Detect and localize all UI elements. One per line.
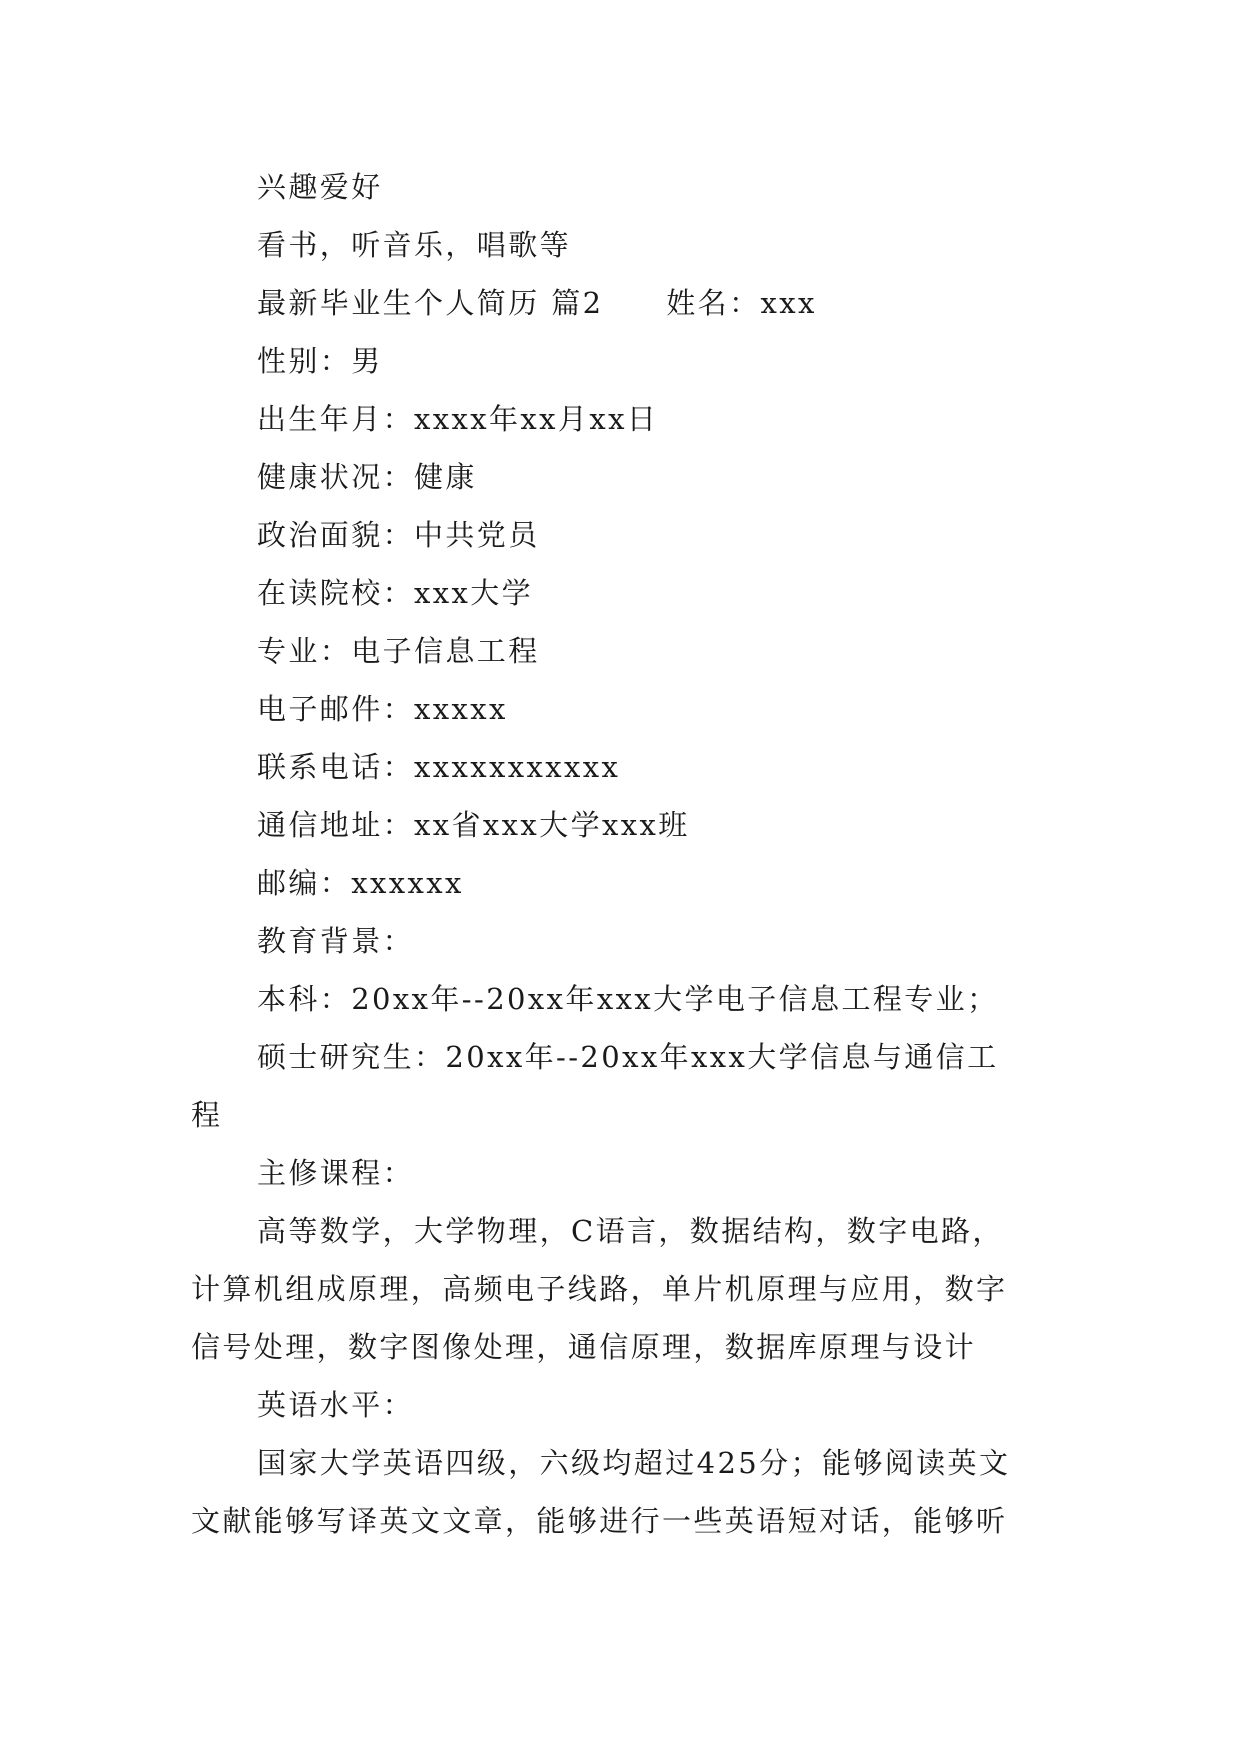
- hobbies-text: 看书，听音乐，唱歌等: [257, 228, 572, 262]
- english-line-1: 国家大学英语四级，六级均超过425分；能够阅读英文: [257, 1446, 1011, 1480]
- english-line-2: 文献能够写译英文文章，能够进行一些英语短对话，能够听: [191, 1504, 1008, 1538]
- heading-education: 教育背景：: [257, 924, 415, 958]
- political-status-line: 政治面貌：中共党员: [257, 518, 540, 552]
- heading-english-level: 英语水平：: [257, 1388, 415, 1422]
- health-line: 健康状况：健康: [257, 460, 477, 494]
- birth-date-line: 出生年月：xxxx年xx月xx日: [257, 402, 659, 436]
- heading-courses: 主修课程：: [257, 1156, 415, 1190]
- address-line: 通信地址：xx省xxx大学xxx班: [257, 808, 690, 842]
- heading-hobbies: 兴趣爱好: [257, 170, 383, 204]
- education-bachelor: 本科：20xx年--20xx年xxx大学电子信息工程专业；: [257, 982, 999, 1016]
- gender-line: 性别：男: [257, 344, 383, 378]
- postcode-line: 邮编：xxxxxx: [257, 866, 464, 900]
- school-line: 在读院校：xxx大学: [257, 576, 534, 610]
- resume-title-and-name: 最新毕业生个人简历 篇2 姓名：xxx: [257, 286, 817, 320]
- courses-line-3: 信号处理，数字图像处理，通信原理，数据库原理与设计: [191, 1330, 977, 1364]
- courses-line-1: 高等数学，大学物理，C语言，数据结构，数字电路，: [257, 1214, 1004, 1248]
- email-line: 电子邮件：xxxxx: [257, 692, 508, 726]
- education-master-continued: 程: [191, 1098, 223, 1132]
- phone-line: 联系电话：xxxxxxxxxxx: [257, 750, 621, 784]
- education-master: 硕士研究生：20xx年--20xx年xxx大学信息与通信工: [257, 1040, 999, 1074]
- courses-line-2: 计算机组成原理，高频电子线路，单片机原理与应用，数字: [191, 1272, 1008, 1306]
- major-line: 专业：电子信息工程: [257, 634, 540, 668]
